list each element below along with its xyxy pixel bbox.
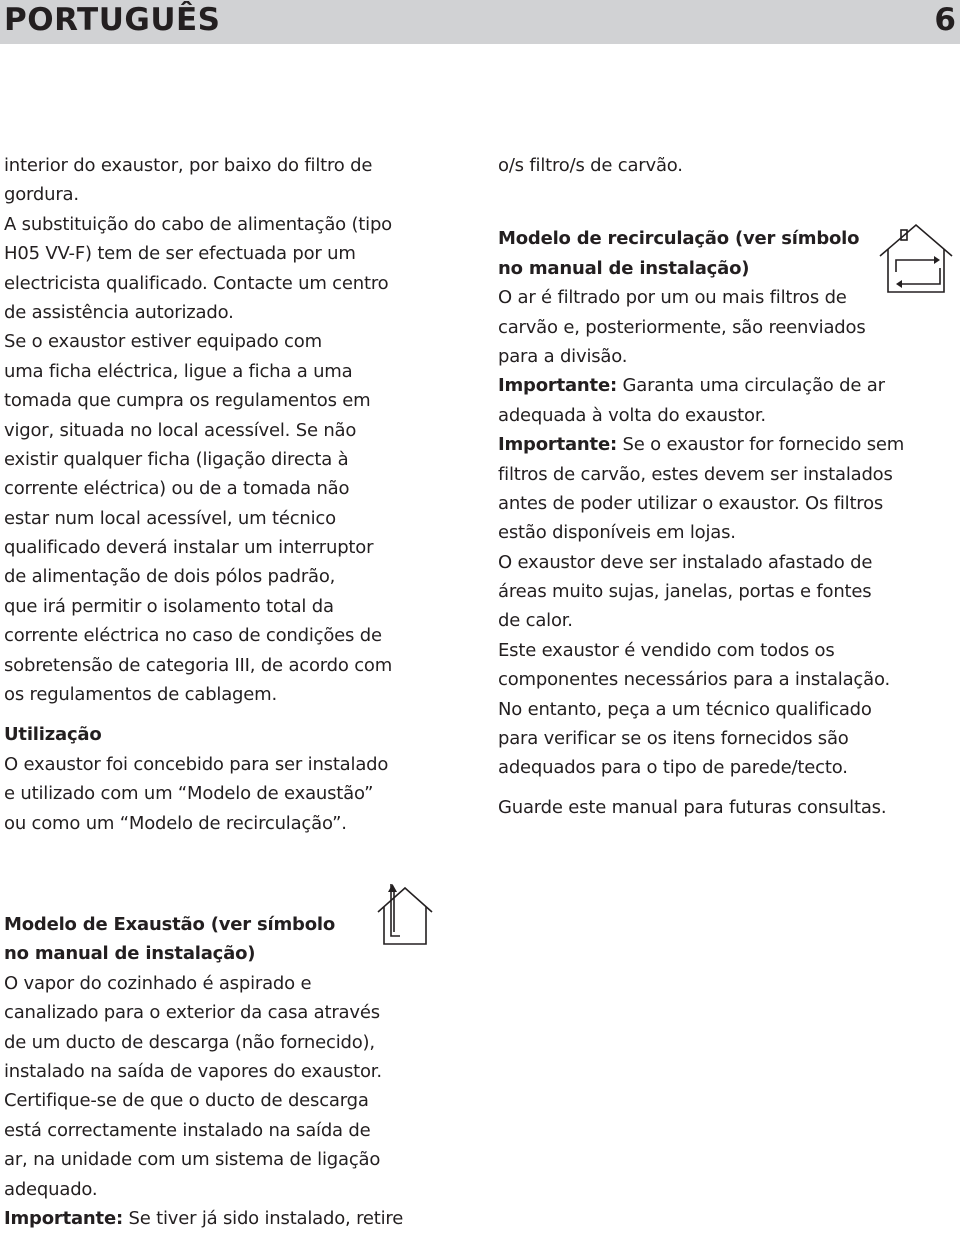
text-line: instalado na saída de vapores do exaustor. <box>4 1060 382 1082</box>
recirculation-heading: no manual de instalação) <box>498 257 750 279</box>
text-line: ar, na unidade com um sistema de ligação <box>4 1149 381 1171</box>
text-line: A substituição do cabo de alimentação (tipo <box>4 213 392 235</box>
text-line: que irá permitir o isolamento total da <box>4 595 334 617</box>
text-line: vigor, situada no local acessível. Se não <box>4 419 357 441</box>
text-line: de alimentação de dois pólos padrão, <box>4 566 336 588</box>
text-line: Se o exaustor estiver equipado com <box>4 331 322 353</box>
text-line: de calor. <box>498 610 573 632</box>
text-line: O ar é filtrado por um ou mais filtros de <box>498 287 847 309</box>
important-note: Importante: Garanta uma circulação de ar <box>498 375 885 397</box>
text-line: O vapor do cozinhado é aspirado e <box>4 972 312 994</box>
text-line: de assistência autorizado. <box>4 301 234 323</box>
text-line: sobretensão de categoria III, de acordo com <box>4 654 393 676</box>
text-line: estar num local acessível, um técnico <box>4 507 336 529</box>
text-line: O exaustor deve ser instalado afastado de <box>498 551 873 573</box>
important-note: Importante: Se tiver já sido instalado, retire <box>4 1207 404 1229</box>
text-line: Este exaustor é vendido com todos os <box>498 639 835 661</box>
text-line: ou como um “Modelo de recirculação”. <box>4 812 347 834</box>
house-recirculation-icon <box>878 222 954 296</box>
text-line: adequado. <box>4 1178 98 1200</box>
text-line: antes de poder utilizar o exaustor. Os filtros <box>498 492 884 514</box>
text-line: interior do exaustor, por baixo do filtro de <box>4 155 373 176</box>
text-line: para a divisão. <box>498 345 628 367</box>
text-line: para verificar se os itens fornecidos são <box>498 728 849 750</box>
text-line: e utilizado com um “Modelo de exaustão” <box>4 783 374 805</box>
text-line: carvão e, posteriormente, são reenviados <box>498 316 866 338</box>
closing-note: Guarde este manual para futuras consultas. <box>498 796 887 818</box>
text-line: os regulamentos de cablagem. <box>4 684 278 706</box>
text-line: corrente eléctrica no caso de condições de <box>4 625 382 647</box>
text-line: o/s filtro/s de carvão. <box>498 155 683 176</box>
text-line: Certifique-se de que o ducto de descarga <box>4 1090 369 1112</box>
text-line: gordura. <box>4 184 79 206</box>
extraction-section <box>4 910 474 1233</box>
text-line: electricista qualificado. Contacte um centro <box>4 272 389 294</box>
important-label: Importante: <box>498 375 617 397</box>
text-line: existir qualquer ficha (ligação directa à <box>4 448 349 470</box>
text-line: corrente eléctrica) ou de a tomada não <box>4 478 350 500</box>
text-line: de um ducto de descarga (não fornecido), <box>4 1031 375 1053</box>
text-line: adequada à volta do exaustor. <box>498 404 766 426</box>
important-label: Importante: <box>498 434 617 456</box>
left-column <box>4 151 474 838</box>
important-label: Importante: <box>4 1207 123 1229</box>
important-note: Importante: Se o exaustor for fornecido sem <box>498 434 905 456</box>
language-title: PORTUGUÊS <box>4 2 221 38</box>
recirculation-heading: Modelo de recirculação (ver símbolo <box>498 228 860 250</box>
utilizacao-heading: Utilização <box>4 724 102 746</box>
text-line: filtros de carvão, estes devem ser instalados <box>498 463 893 485</box>
text-line: canalizado para o exterior da casa através <box>4 1002 380 1024</box>
text-line: qualificado deverá instalar um interruptor <box>4 537 374 559</box>
extraction-heading: no manual de instalação) <box>4 943 256 965</box>
text-line: uma ficha eléctrica, ligue a ficha a uma <box>4 360 353 382</box>
text-line: está correctamente instalado na saída de <box>4 1119 371 1141</box>
text-line: O exaustor foi concebido para ser instalado <box>4 753 389 775</box>
text-line: estão disponíveis em lojas. <box>498 522 736 544</box>
text-line: tomada que cumpra os regulamentos em <box>4 390 371 412</box>
text-line: H05 VV-F) tem de ser efectuada por um <box>4 243 356 265</box>
text-line: componentes necessários para a instalação. <box>498 669 890 691</box>
text-line: No entanto, peça a um técnico qualificado <box>498 698 872 720</box>
page-header <box>0 0 960 44</box>
text-line: áreas muito sujas, janelas, portas e fontes <box>498 581 872 603</box>
house-extraction-icon <box>376 882 434 946</box>
page-number: 6 <box>934 2 956 38</box>
extraction-heading: Modelo de Exaustão (ver símbolo <box>4 914 336 935</box>
text-line: adequados para o tipo de parede/tecto. <box>498 757 848 779</box>
